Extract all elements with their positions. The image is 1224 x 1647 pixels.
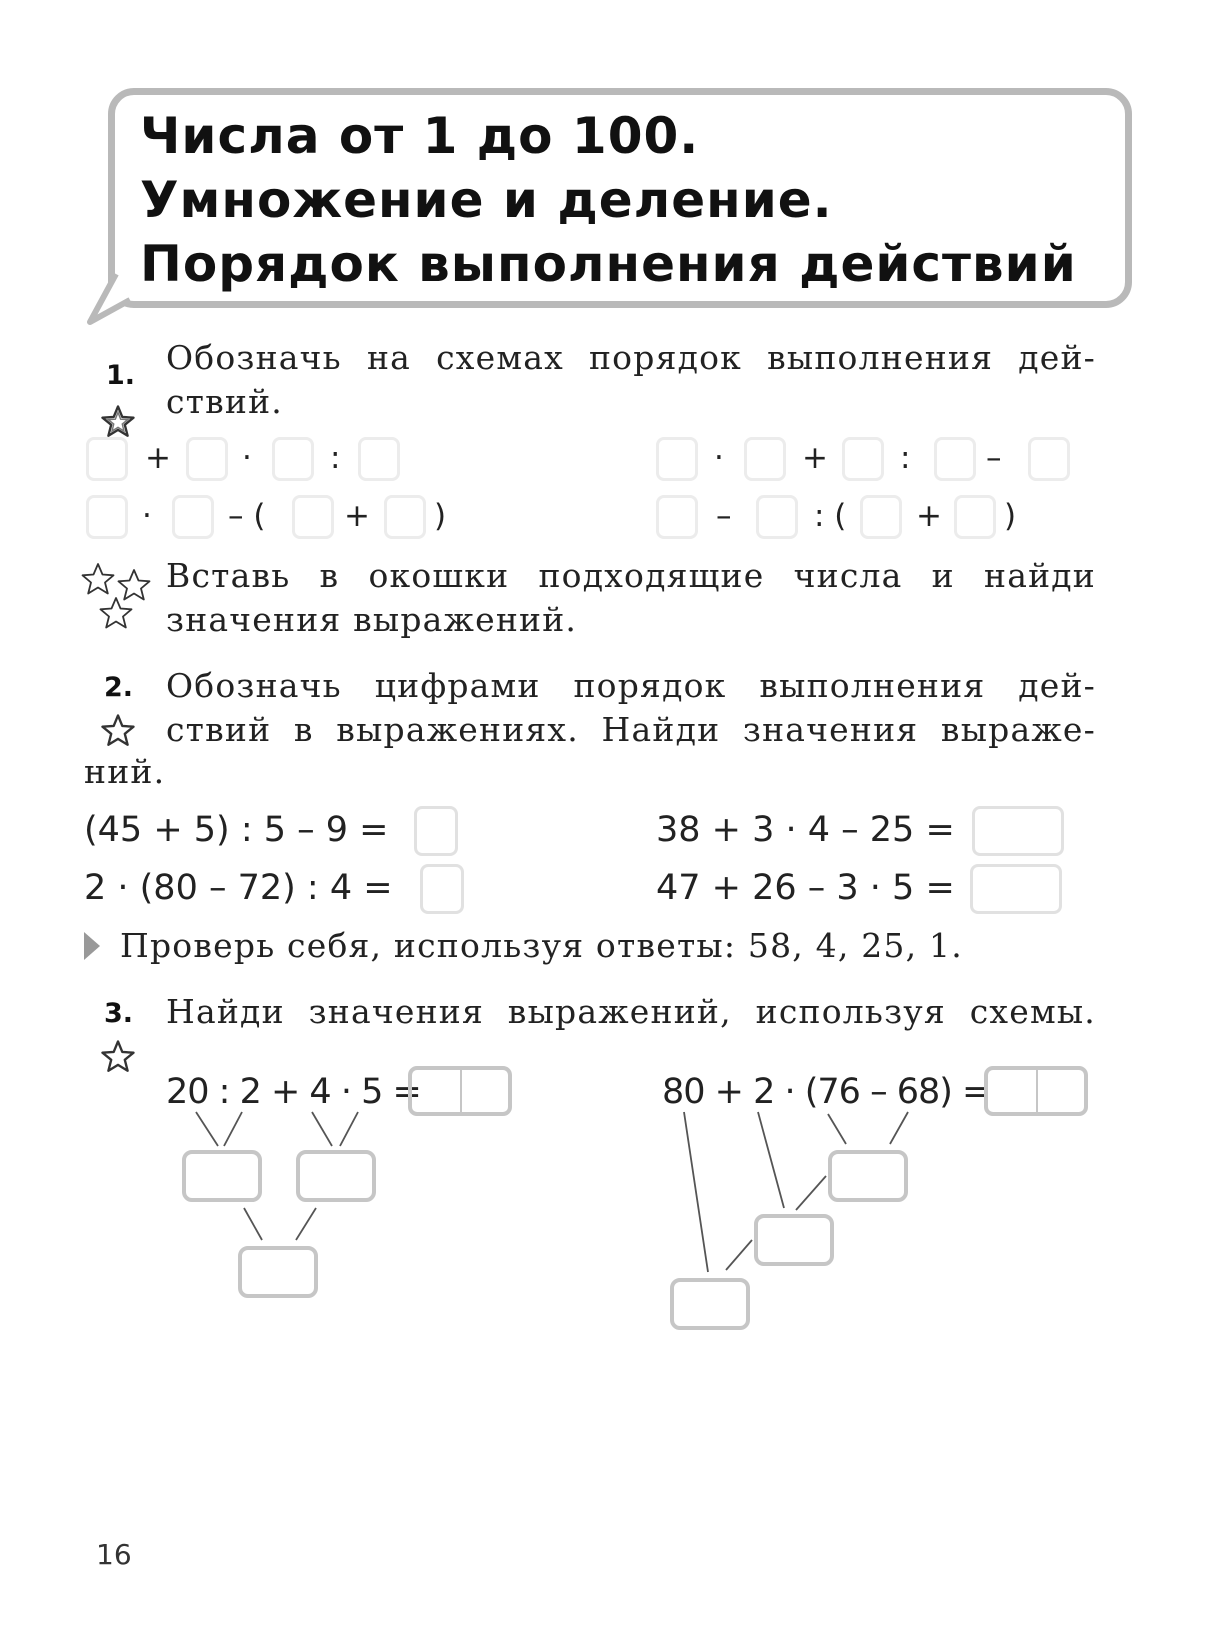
- scheme-line: [244, 1208, 262, 1240]
- page-title-line-1: Числа от 1 до 100.: [140, 107, 700, 165]
- scheme-line: [796, 1176, 826, 1210]
- task-1-text-line-1: Обозначь на схемах порядок выполнения дей-: [166, 338, 1096, 377]
- scheme-line: [312, 1112, 332, 1146]
- task-2-expression: 2 · (80 – 72) : 4 =: [84, 868, 393, 908]
- scheme-operator: –: [986, 440, 1002, 476]
- task-2-expression: (45 + 5) : 5 – 9 =: [84, 810, 389, 850]
- scheme-operator: :: [330, 440, 341, 476]
- scheme-operator: ·: [242, 440, 252, 476]
- scheme-operator: ): [1004, 498, 1017, 534]
- scheme-operator: +: [145, 440, 171, 476]
- page-title-line-3: Порядок выполнения действий: [140, 235, 1077, 293]
- scheme-answer-box[interactable]: [182, 1150, 262, 1202]
- scheme-line: [296, 1208, 316, 1240]
- scheme-operator: ): [434, 498, 447, 534]
- scheme-line: [196, 1112, 218, 1146]
- task-1-text-line-2: ствий.: [166, 382, 283, 421]
- task-2-text-line-1: Обозначь цифрами порядок выполнения дей-: [166, 666, 1096, 705]
- scheme-operator: : (: [814, 498, 847, 534]
- scheme-answer-box[interactable]: [670, 1278, 750, 1330]
- scheme-line: [340, 1112, 358, 1146]
- task-2-check-text: Проверь себя, используя ответы: 58, 4, 25, 1.: [120, 926, 963, 965]
- scheme-operator: –: [716, 498, 732, 534]
- page-title-line-2: Умножение и деление.: [140, 171, 833, 229]
- task-2-text-line-2: ствий в выражениях. Найди значения выраже-: [166, 710, 1096, 749]
- scheme-answer-box[interactable]: [754, 1214, 834, 1266]
- task-3-number: 3.: [104, 998, 134, 1029]
- scheme-operator: ·: [142, 498, 152, 534]
- scheme-line: [828, 1114, 846, 1144]
- scheme-line: [726, 1240, 752, 1270]
- scheme-line: [224, 1112, 242, 1146]
- scheme-answer-box[interactable]: [296, 1150, 376, 1202]
- scheme-answer-box[interactable]: [828, 1150, 908, 1202]
- page-number: 16: [96, 1538, 132, 1571]
- task-2-expression: 38 + 3 · 4 – 25 =: [656, 810, 955, 850]
- scheme-operator: ·: [714, 440, 724, 476]
- scheme-operator: – (: [228, 498, 266, 534]
- task-1-extra-line-2: значения выражений.: [166, 600, 578, 639]
- scheme-operator: +: [916, 498, 942, 534]
- scheme-line: [684, 1112, 708, 1272]
- task-2-text-line-3: ний.: [84, 752, 166, 791]
- scheme-line: [758, 1112, 784, 1208]
- task-1-number: 1.: [106, 360, 136, 391]
- task-3-expression: 20 : 2 + 4 · 5 =: [166, 1072, 421, 1112]
- scheme-operator: :: [900, 440, 911, 476]
- task-2-expression: 47 + 26 – 3 · 5 =: [656, 868, 955, 908]
- scheme-operator: +: [344, 498, 370, 534]
- task-3-expression: 80 + 2 · (76 – 68) =: [662, 1072, 991, 1112]
- task-2-number: 2.: [104, 672, 134, 703]
- scheme-answer-box[interactable]: [238, 1246, 318, 1298]
- scheme-line: [890, 1112, 908, 1144]
- task-3-text: Найди значения выражений, используя схемы.: [166, 992, 1096, 1031]
- scheme-operator: +: [802, 440, 828, 476]
- task-1-extra-line-1: Вставь в окошки подходящие числа и найди: [166, 556, 1096, 595]
